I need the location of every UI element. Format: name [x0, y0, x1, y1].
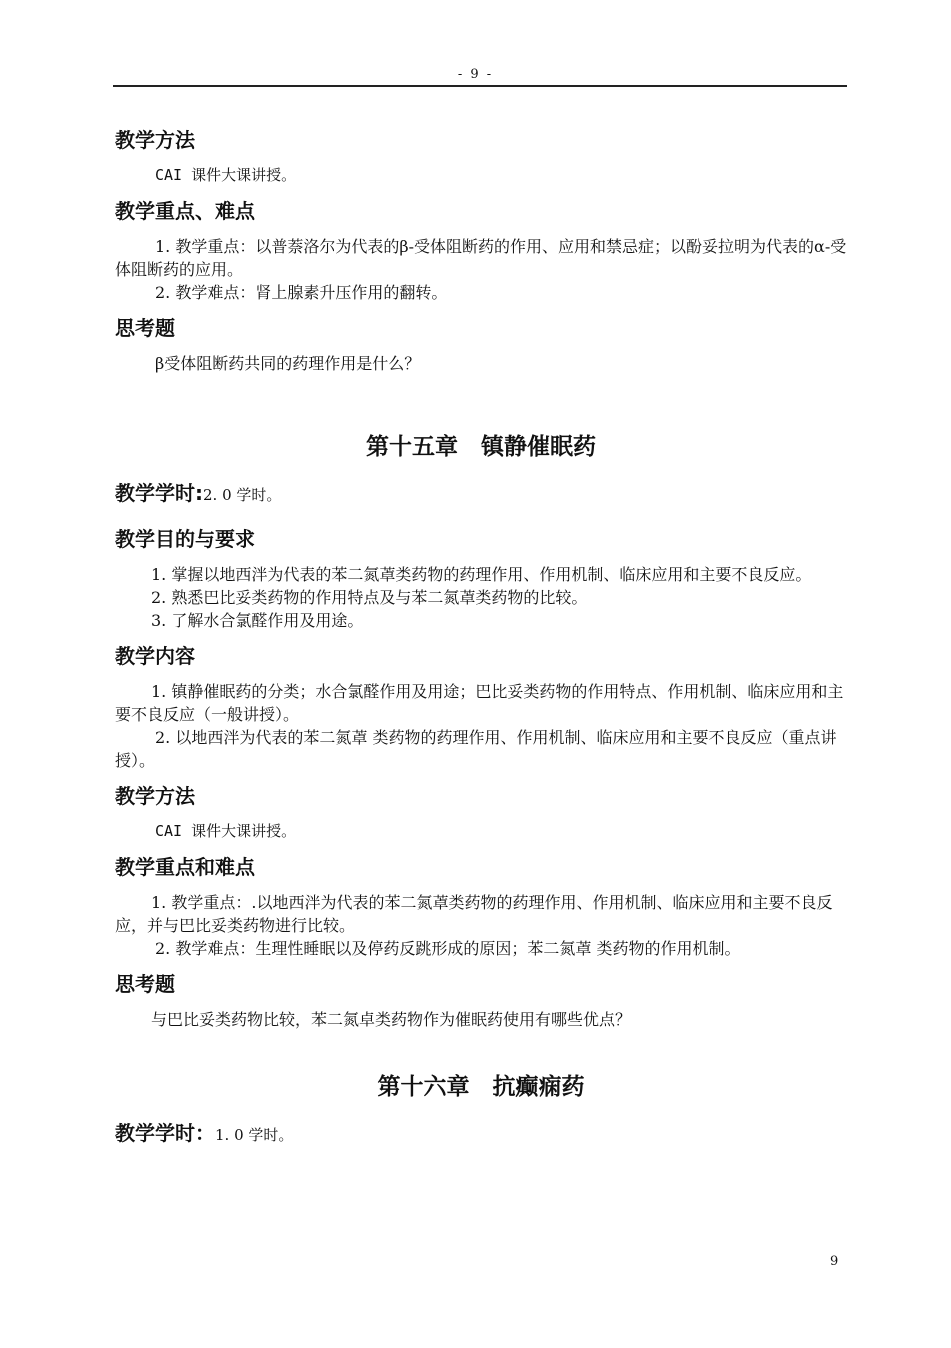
chapter-15-title: 第十五章 镇静催眠药	[366, 434, 596, 460]
keypoint-2: 2. 教学难点：肾上腺素升压作用的翻转。	[155, 283, 448, 302]
hours-value: 2. 0 学时。	[203, 486, 282, 504]
section-heading-questions: 思考题	[115, 316, 175, 340]
goal-3: 3. 了解水合氯醛作用及用途。	[151, 611, 364, 630]
section-heading-content: 教学内容	[115, 644, 195, 668]
chapter-15-hours	[115, 479, 847, 509]
section-heading-method: 教学方法	[115, 128, 195, 152]
header-rule	[113, 85, 847, 87]
content-1: 1. 镇静催眠药的分类；水合氯醛作用及用途；巴比妥类药物的作用特点、作用机制、临床应用和主要不良反应（一般讲授）。	[115, 682, 844, 724]
section-heading-method-2: 教学方法	[115, 784, 195, 808]
method-text-2: CAI 课件大课讲授。	[155, 822, 297, 840]
keypoint-2-2: 2. 教学难点：生理性睡眠以及停药反跳形成的原因；苯二氮䓬 类药物的作用机制。	[155, 939, 741, 958]
chapter-16-title: 第十六章 抗癫痫药	[377, 1074, 585, 1100]
question-text: β受体阻断药共同的药理作用是什么？	[155, 354, 421, 373]
hours-value-16: 1. 0 学时。	[215, 1126, 294, 1144]
section-heading-keypoints-2: 教学重点和难点	[115, 855, 255, 879]
content-2: 2. 以地西泮为代表的苯二氮䓬 类药物的药理作用、作用机制、临床应用和主要不良反应（重点讲授）。	[115, 728, 837, 770]
footer-page-number: 9	[830, 1254, 839, 1269]
question-text-2: 与巴比妥类药物比较，苯二氮卓类药物作为催眠药使用有哪些优点？	[151, 1010, 632, 1029]
document-body	[115, 126, 847, 1149]
header-page-label: - 9 -	[457, 67, 494, 82]
goal-2: 2. 熟悉巴比妥类药物的作用特点及与苯二氮䓬类药物的比较。	[151, 588, 588, 607]
section-heading-questions-2: 思考题	[115, 972, 175, 996]
goal-1: 1. 掌握以地西泮为代表的苯二氮䓬类药物的药理作用、作用机制、临床应用和主要不良反应。	[151, 565, 812, 584]
section-heading-keypoints: 教学重点、难点	[115, 199, 255, 223]
section-heading-goals: 教学目的与要求	[115, 527, 255, 551]
keypoint-1: 1. 教学重点：以普萘洛尔为代表的β-受体阻断药的作用、应用和禁忌症；以酚妥拉明为代表的α-受体阻断药的应用。	[115, 237, 847, 279]
chapter-16-hours	[115, 1119, 847, 1149]
hours-label: 教学学时:	[115, 481, 203, 505]
method-text: CAI 课件大课讲授。	[155, 166, 297, 184]
hours-label-16: 教学学时：	[115, 1121, 215, 1145]
keypoint-2-1: 1. 教学重点：.以地西泮为代表的苯二氮䓬类药物的药理作用、作用机制、临床应用和主要不良反应，并与巴比妥类药物进行比较。	[115, 893, 833, 935]
